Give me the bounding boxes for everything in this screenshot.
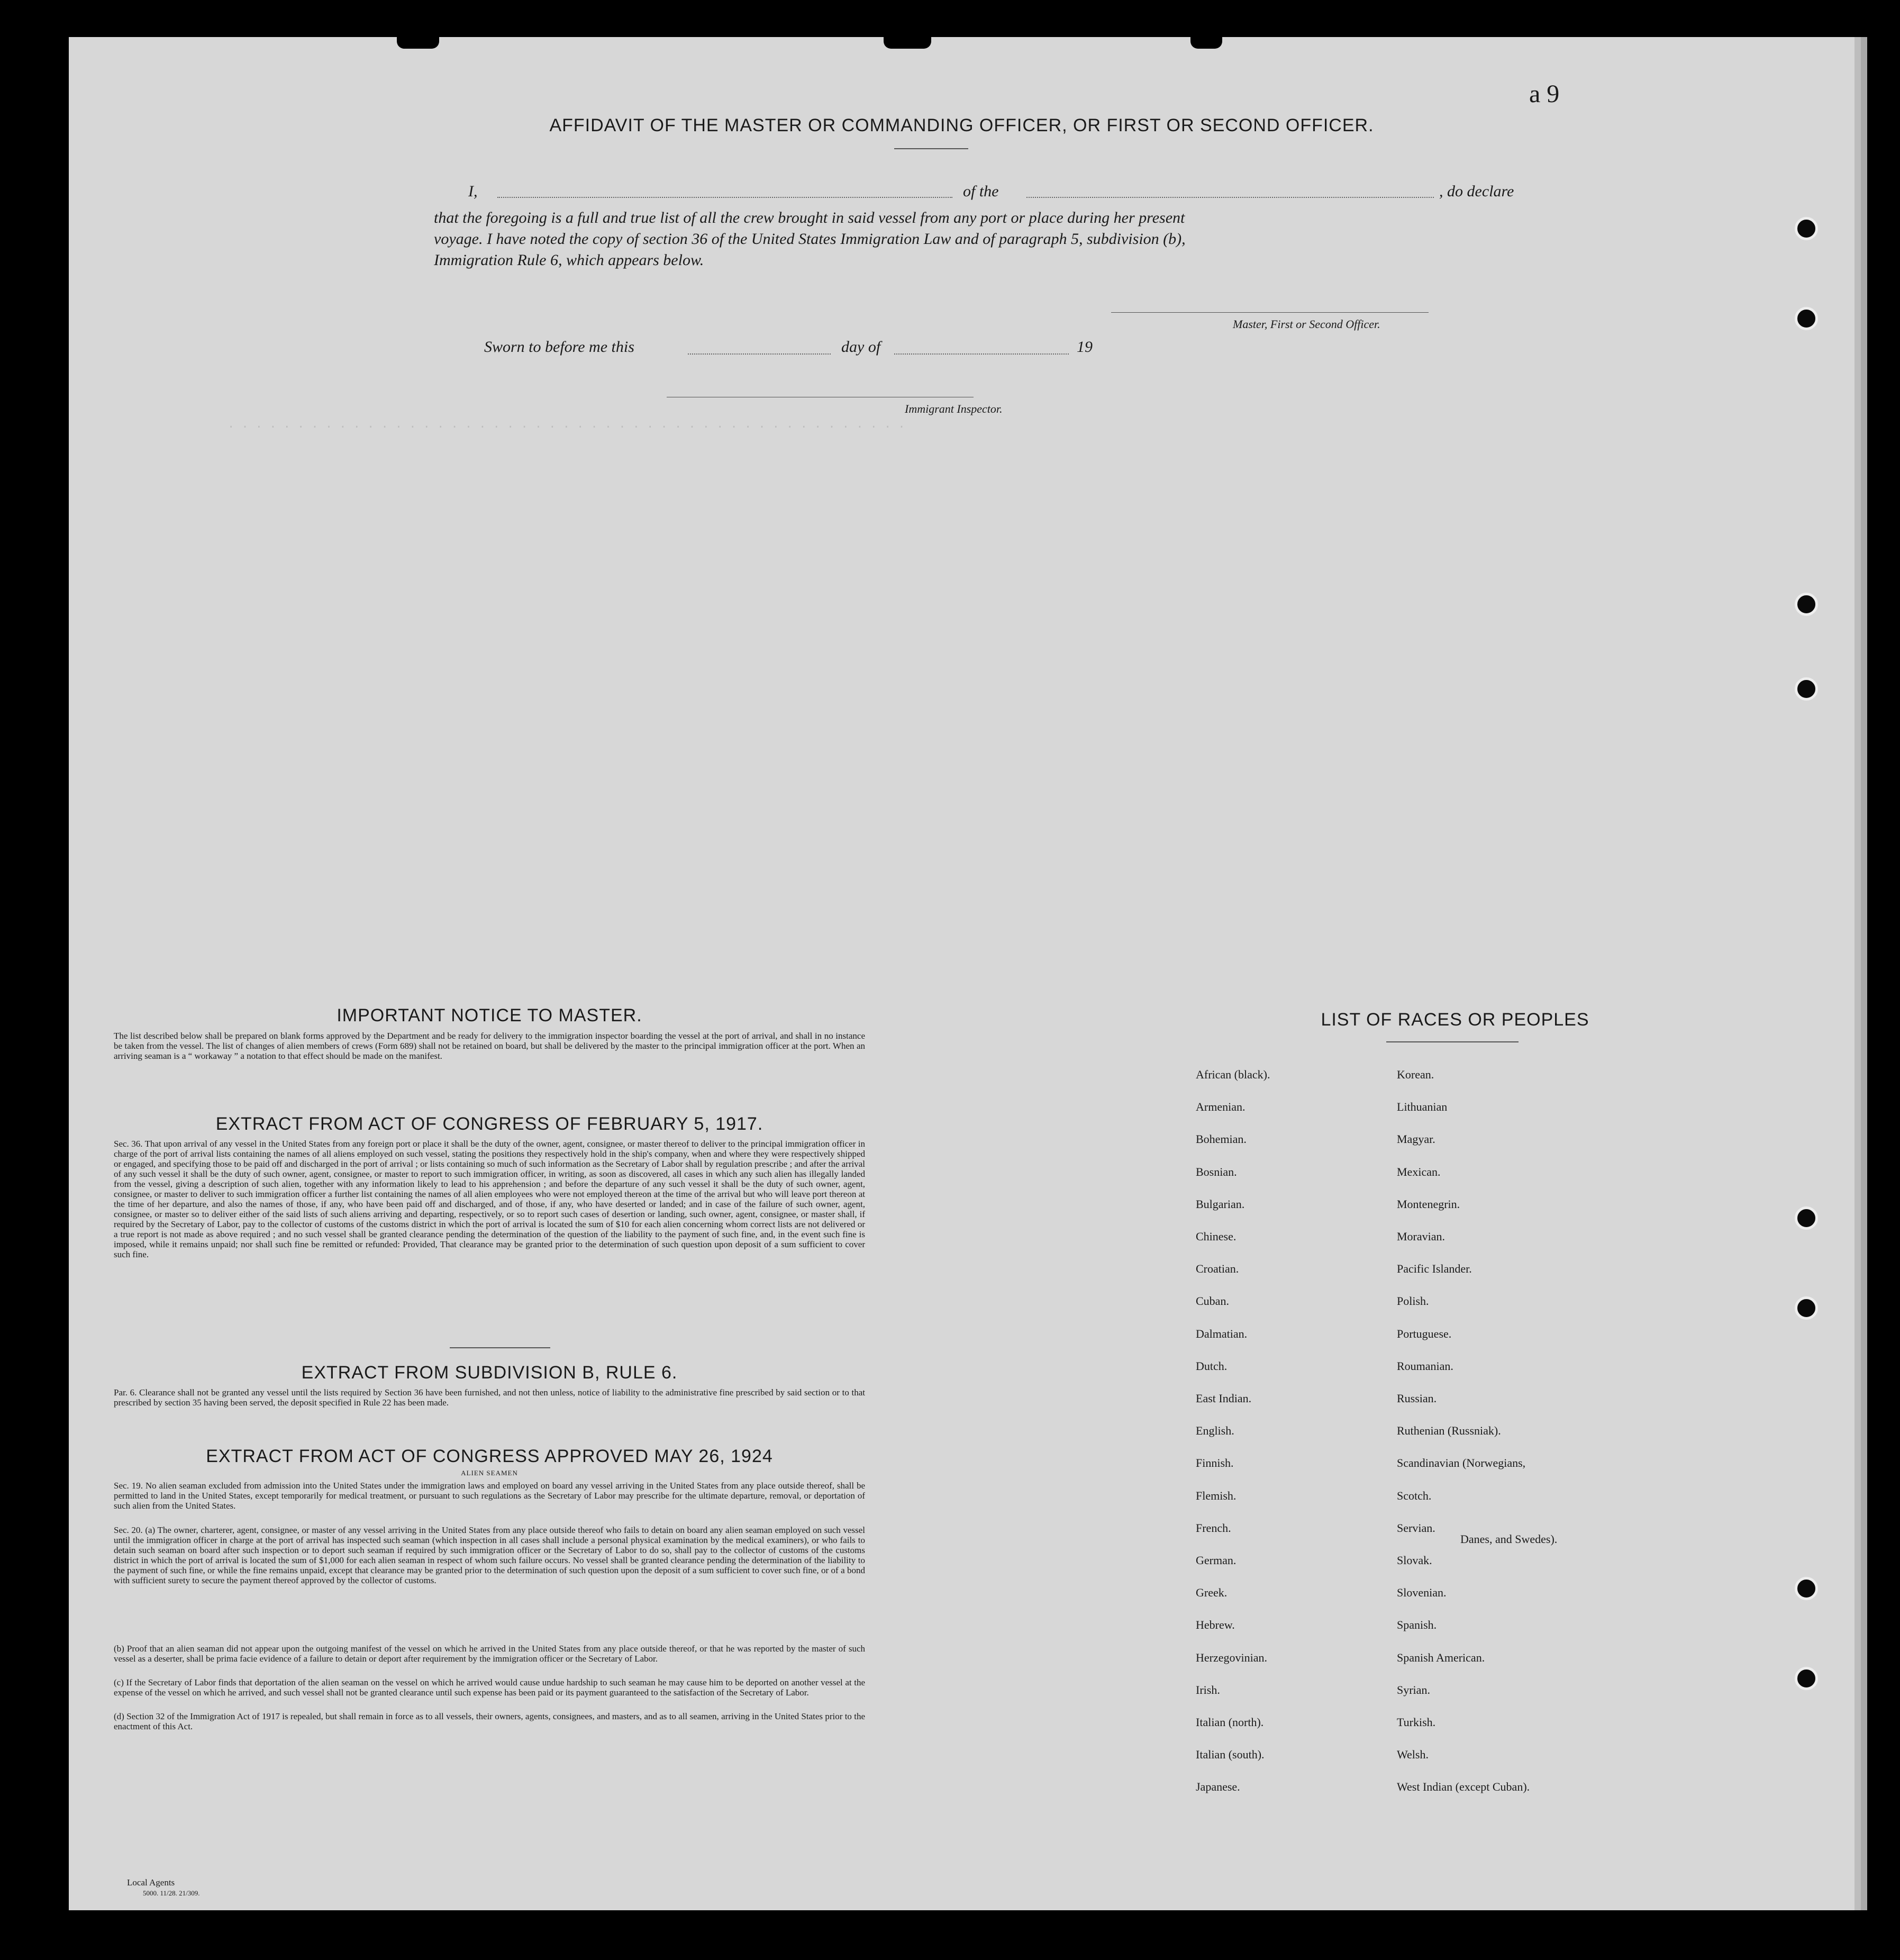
- race-item: Slovak.: [1397, 1554, 1432, 1567]
- affidavit-title: AFFIDAVIT OF THE MASTER OR COMMANDING OFFICER, OR FIRST OR SECOND OFFICER.: [549, 115, 1374, 135]
- race-item: Moravian.: [1397, 1230, 1446, 1243]
- race-item: Spanish American.: [1397, 1650, 1485, 1664]
- extract-1924-sec19: Sec. 19. No alien seaman excluded from admission into the United States under the immigration laws and employed on board any vessel arriving in the United States from any place outside thereof, shall be permitted to land in the United States, except temporarily for medical treatment, or pursuant to such regulations as the Secretary of Labor may prescribe for the ultimate departure, removal, or deportation of such alien from the United States.: [114, 1481, 865, 1511]
- race-item: Italian (south).: [1196, 1748, 1265, 1762]
- torn-edge: [884, 37, 931, 49]
- extract-1924-subtitle: ALIEN SEAMEN: [461, 1469, 518, 1477]
- race-item: Servian.: [1397, 1521, 1435, 1535]
- race-item: Chinese.: [1196, 1230, 1237, 1243]
- race-item: Croatian.: [1196, 1262, 1239, 1276]
- race-item: Welsh.: [1397, 1748, 1429, 1762]
- race-item: Cuban.: [1196, 1294, 1229, 1308]
- race-item: Flemish.: [1196, 1489, 1237, 1502]
- race-item: Hebrew.: [1196, 1618, 1235, 1632]
- sworn-year: 19: [1077, 338, 1093, 356]
- affidavit-line2: that the foregoing is a full and true list of all the crew brought in said vessel from any port or place during her present: [434, 209, 1185, 226]
- extract-1917-title: EXTRACT FROM ACT OF CONGRESS OF FEBRUARY 5, 1917.: [215, 1114, 763, 1134]
- race-item: Montenegrin.: [1397, 1197, 1460, 1211]
- race-item: Magyar.: [1397, 1132, 1435, 1146]
- extract-rule6-title: EXTRACT FROM SUBDIVISION B, RULE 6.: [301, 1363, 678, 1383]
- affidavit-i: I,: [468, 183, 478, 200]
- race-item: Bosnian.: [1196, 1165, 1237, 1178]
- race-item: Scotch.: [1397, 1489, 1432, 1502]
- day-line: [688, 353, 831, 355]
- torn-edge: [1190, 37, 1222, 49]
- torn-edge: [397, 37, 439, 49]
- race-item: Dutch.: [1196, 1359, 1228, 1373]
- race-item: Scandinavian (Norwegians,: [1397, 1456, 1526, 1470]
- race-item: Greek.: [1196, 1586, 1228, 1600]
- name-line: [497, 197, 952, 198]
- sworn-day-of: day of: [841, 338, 881, 356]
- binder-hole: [1795, 677, 1818, 701]
- extract-1917-text: Sec. 36. That upon arrival of any vessel in the United States from any foreign port or place it shall be the duty of the owner, agent, consignee, or master thereof to deliver to the principal immigration officer in charge of the port of arrival lists containing the names of all aliens employed on such vessel, stating the positions they respectively hold in the ship's company, when and where they were respectively shipped or engaged, and specifying those to be paid off and discharged in the port of arrival ; or lists containing so much of such information as the Secretary of Labor shall by regulation prescribe ; and after the arrival of any such vessel it shall be the duty of such owner, agent, consignee, or master to report to such immigration officer, in writing, as soon as discovered, all cases in which any such alien has illegally landed from the vessel, giving a description of such alien, together with any information likely to lead to his apprehension ; and before the departure of any such vessel it shall be the duty of such owner, agent, consignee, or master to deliver to such immigration officer a further list containing the names of all alien employees who were not employed thereon at the time of the arrival but who will leave port thereon at the time of her departure, and also the names of those, if any, who have been paid off and discharged, and of those, if any, who have deserted or landed; and in case of the failure of such owner, agent, consignee, or master so to deliver either of the said lists of such aliens arriving and departing, respectively, or so to report such cases of desertion or landing, such owner, agent, consignee, or master shall, if required by the Secretary of Labor, pay to the collector of customs of the customs district in which the port of arrival is located the sum of $10 for each alien concerning whom correct lists are not delivered or a true report is not made as above required ; and no such vessel shall be granted clearance pending the determination of the question of the liability to the payment of such fine, and, in the event such fine is imposed, while it remains unpaid; nor shall such fine be remitted or refunded: Provided, That clearance may be granted prior to the determination of such question upon deposit of a sum sufficient to cover such fine.: [114, 1139, 865, 1259]
- document-page: [69, 37, 1854, 1910]
- race-item: Polish.: [1397, 1294, 1429, 1308]
- divider: [450, 1347, 550, 1348]
- race-item: Slovenian.: [1397, 1586, 1447, 1600]
- binder-hole: [1795, 1577, 1818, 1600]
- notice-title: IMPORTANT NOTICE TO MASTER.: [337, 1005, 642, 1026]
- vessel-line: [1026, 197, 1434, 198]
- race-item: Finnish.: [1196, 1456, 1234, 1470]
- race-item: Portuguese.: [1397, 1327, 1452, 1340]
- race-item: Herzegovinian.: [1196, 1650, 1267, 1664]
- signature-line: [1111, 312, 1429, 313]
- race-item-scandinavian-continued: Danes, and Swedes).: [1460, 1532, 1558, 1546]
- bleed-through: . . . . . . . . . . . . . . . . . . . . . . . . . . . . . . . . . . . . . . . . . . . . . . . . .: [228, 418, 905, 431]
- affidavit-declare: , do declare: [1439, 183, 1514, 200]
- race-item: Irish.: [1196, 1683, 1220, 1696]
- footer-form-number: 5000. 11/28. 21/309.: [143, 1889, 200, 1897]
- race-item: Japanese.: [1196, 1780, 1240, 1794]
- extract-1924-sec20d: (d) Section 32 of the Immigration Act of 1917 is repealed, but shall remain in force as to all vessels, their owners, agents, consignees, and masters, and as to all seamen, arriving in the United States prior to the enactment of this Act.: [114, 1711, 865, 1731]
- binder-hole: [1795, 217, 1818, 240]
- binder-hole: [1795, 1667, 1818, 1690]
- race-item: Korean.: [1397, 1068, 1434, 1081]
- affidavit-line4: Immigration Rule 6, which appears below.: [434, 251, 704, 269]
- footer-agents: Local Agents: [127, 1877, 175, 1888]
- race-item: West Indian (except Cuban).: [1397, 1780, 1530, 1794]
- race-item: Russian.: [1397, 1392, 1437, 1405]
- races-title: LIST OF RACES OR PEOPLES: [1321, 1010, 1589, 1030]
- race-item: Ruthenian (Russniak).: [1397, 1424, 1501, 1438]
- extract-1924-sec20b: (b) Proof that an alien seaman did not appear upon the outgoing manifest of the vessel on which he arrived in the United States from any place outside thereof, or that he was reported by the master of such vessel as a deserter, shall be prima facie evidence of a failure to detain or deport after requirement by the immigration officer or the Secretary of Labor.: [114, 1644, 865, 1664]
- race-item: Dalmatian.: [1196, 1327, 1248, 1340]
- binder-hole: [1795, 307, 1818, 330]
- race-item: African (black).: [1196, 1068, 1270, 1081]
- divider: [894, 148, 968, 149]
- race-item: Syrian.: [1397, 1683, 1430, 1696]
- signature-label: Master, First or Second Officer.: [1233, 317, 1380, 331]
- race-item: German.: [1196, 1554, 1237, 1567]
- inspector-label: Immigrant Inspector.: [905, 402, 1003, 415]
- sworn-prefix: Sworn to before me this: [484, 338, 634, 356]
- race-item: English.: [1196, 1424, 1234, 1438]
- extract-rule6-text: Par. 6. Clearance shall not be granted any vessel until the lists required by Section 36 have been furnished, and not then unless, notice of liability to the administrative fine prescribed by said section or to that prescribed by section 35 having been served, the deposit specified in Rule 22 has been made.: [114, 1387, 865, 1408]
- binder-hole: [1795, 1296, 1818, 1320]
- affidavit-of-the: of the: [963, 183, 999, 200]
- race-item: French.: [1196, 1521, 1231, 1535]
- divider: [1386, 1041, 1519, 1042]
- extract-1924-sec20c: (c) If the Secretary of Labor finds that deportation of the alien seaman on the vessel on which he arrived would cause undue hardship to such seaman he may cause him to be deported on another vessel at the expense of the vessel on which he arrived, and such vessel shall not be granted clearance until such expense has been paid or its payment guaranteed to the satisfaction of the Secretary of Labor.: [114, 1677, 865, 1698]
- extract-1924-sec20a: Sec. 20. (a) The owner, charterer, agent, consignee, or master of any vessel arriving in the United States from any place outside thereof who fails to detain on board any alien seaman employed on such vessel until the immigration officer in charge at the port of arrival has inspected such seaman (which inspection in all cases shall include a personal physical examination by the medical examiners), or who fails to detain such seaman on board after such inspection or to deport such seaman if required by such immigration officer or the Secretary of Labor to do so, shall pay to the collector of customs of the customs district in which the port of arrival is located the sum of $1,000 for each alien seaman in respect of whom such failure occurs. No vessel shall be granted clearance pending the determination of the liability to the payment of such fine, or while the fine remains unpaid, except that clearance may be granted prior to the determination of such question upon the deposit of a sum sufficient to cover such fine, or of a bond with sufficient surety to secure the payment thereof approved by the collector of customs.: [114, 1525, 865, 1585]
- race-item: Italian (north).: [1196, 1716, 1264, 1729]
- race-item: Lithuanian: [1397, 1100, 1448, 1114]
- race-item: East Indian.: [1196, 1392, 1252, 1405]
- binder-hole: [1795, 1206, 1818, 1230]
- race-item: Armenian.: [1196, 1100, 1246, 1114]
- corner-handwritten-mark: a 9: [1529, 80, 1560, 108]
- race-item: Pacific Islander.: [1397, 1262, 1472, 1276]
- month-line: [894, 353, 1069, 355]
- race-item: Bulgarian.: [1196, 1197, 1245, 1211]
- affidavit-line3: voyage. I have noted the copy of section 36 of the United States Immigration Law and of paragraph 5, subdivision (b),: [434, 230, 1186, 248]
- race-item: Turkish.: [1397, 1716, 1436, 1729]
- race-item: Spanish.: [1397, 1618, 1437, 1632]
- race-item: Roumanian.: [1397, 1359, 1453, 1373]
- race-item: Bohemian.: [1196, 1132, 1247, 1146]
- binder-hole: [1795, 593, 1818, 616]
- extract-1924-title: EXTRACT FROM ACT OF CONGRESS APPROVED MAY 26, 1924: [206, 1446, 773, 1466]
- notice-text: The list described below shall be prepared on blank forms approved by the Department and be ready for delivery to the immigration inspector boarding the vessel at the port of arrival, and shall in no instance be taken from the vessel. The list of changes of alien members of crews (Form 689) shall not be retained on board, but shall be delivered by the master to the principal immigration officer at the port. When an arriving seaman is a “ workaway ” a notation to that effect should be made on the manifest.: [114, 1031, 865, 1061]
- race-item: Mexican.: [1397, 1165, 1441, 1178]
